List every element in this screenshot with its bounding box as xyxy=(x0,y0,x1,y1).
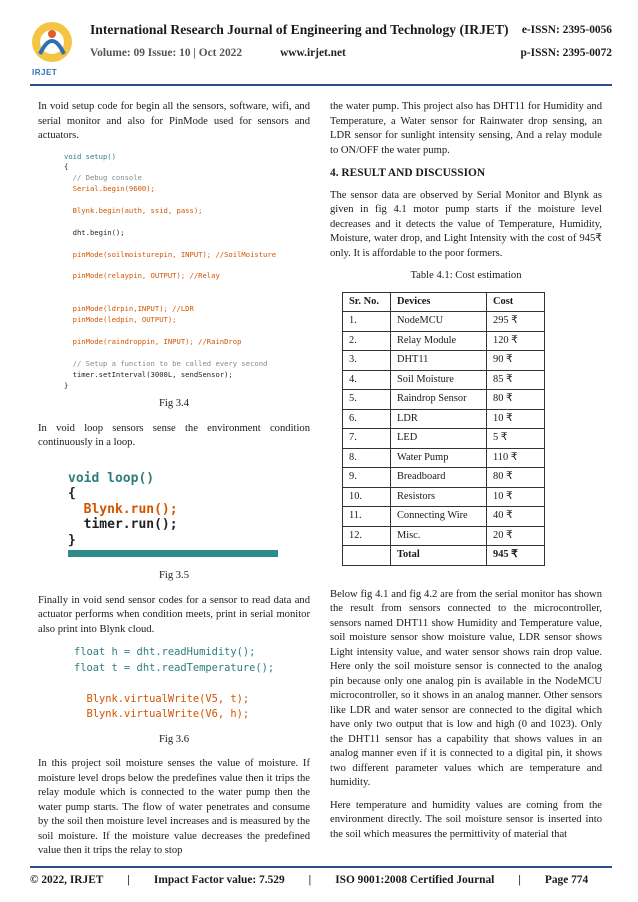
table-cell: 5 ₹ xyxy=(487,429,545,449)
cost-table xyxy=(342,292,545,566)
table-row xyxy=(343,351,545,371)
code-line: // Setup a function to be called every second xyxy=(64,358,268,368)
table-cell: 11. xyxy=(343,507,391,527)
page-header xyxy=(30,14,612,76)
figure-caption: Fig 3.5 xyxy=(158,570,190,582)
paragraph-soil: In this project soil moisture senses the value of moisture. If moisture level drops below the predefines value then it trips the relay module which is connected to the water pump then the water pump starts. The flow of water penetrates and consume by the soil then moisture level increases and is measured by the soil moisture. If the moisture value decreases the predefined value then it trips the relay to stop xyxy=(38,758,310,857)
footer-impact: Impact Factor value: 7.529 xyxy=(153,874,285,886)
code-line: Serial.begin(9600); xyxy=(64,184,155,194)
table-cell: 295 ₹ xyxy=(487,312,545,332)
paragraph-environment: Here temperature and humidity values are coming from the environment directly. The soil moisture sensor is inserted into the soil which measures the permittivity of material that xyxy=(330,799,602,840)
paragraph-setup-intro: In void setup code for begin all the sensors, software, wifi, and serial monitor and also for PinMode used for sensors and actuators. xyxy=(38,101,310,141)
table-cell: 110 ₹ xyxy=(487,448,545,468)
code-line: Blynk.virtualWrite(V5, t); xyxy=(74,692,250,705)
code-line: float t = dht.readTemperature(); xyxy=(74,661,275,674)
table-cell: 80 ₹ xyxy=(487,468,545,488)
code-line: dht.begin(); xyxy=(64,227,125,237)
table-cell: Water Pump xyxy=(391,448,487,468)
right-column xyxy=(330,100,602,850)
figure-loop-code xyxy=(68,471,278,558)
code-line: pinMode(soilmoisturepin, INPUT); //SoilMoisture xyxy=(64,249,277,259)
code-line: pinMode(ledpin, OUTPUT); xyxy=(64,315,177,325)
code-line: } xyxy=(68,532,76,548)
footer-separator: | xyxy=(127,874,130,886)
figure-setup-code xyxy=(64,152,310,392)
table-cell: LED xyxy=(391,429,487,449)
table-total-label: Total xyxy=(391,546,487,566)
paragraph-result: The sensor data are observed by Serial Monitor and Blynk as given in fig 4.1 motor pump starts if the moisture level decreases and it detects the value of Temperature, Humidity, Moisture, water drop, and Light Intensity with the cost of 945₹ only. It is affordable to the poor formers. xyxy=(330,189,602,259)
footer-iso: ISO 9001:2008 Certified Journal xyxy=(335,874,495,886)
code-line: } xyxy=(64,380,69,390)
table-cell: 3. xyxy=(343,351,391,371)
table-cell: 80 ₹ xyxy=(487,390,545,410)
table-row xyxy=(343,468,545,488)
code-line: timer.setInterval(3000L, sendSensor); xyxy=(64,369,233,379)
table-cell: 1. xyxy=(343,312,391,332)
table-cell: 9. xyxy=(343,468,391,488)
table-cell: 12. xyxy=(343,526,391,546)
code-line: pinMode(ldrpin,INPUT); //LDR xyxy=(64,304,194,314)
figure-caption: Fig 3.4 xyxy=(158,398,190,410)
table-cell: DHT11 xyxy=(391,351,487,371)
code-line: pinMode(raindroppin, INPUT); //RainDrop xyxy=(64,336,242,346)
logo-text: IRJET xyxy=(32,68,58,77)
table-row xyxy=(343,507,545,527)
table-cell: 10 ₹ xyxy=(487,409,545,429)
table-row xyxy=(343,331,545,351)
footer-rule xyxy=(30,866,612,868)
loop-code-block xyxy=(68,471,278,549)
code-line: { xyxy=(64,162,69,172)
page-footer xyxy=(30,874,612,886)
code-line: Blynk.begin(auth, ssid, pass); xyxy=(64,206,203,216)
table-total-row xyxy=(343,546,545,566)
paragraph-monitor: Below fig 4.1 and fig 4.2 are from the serial monitor has shown the result from sensors connected to the microcontroller, sensors named DHT11 show Humidity and Temperature value, soil moisture sensor show moisture value, LDR sensor shows Light intensity value, and water sensor shows rain drop value. Here only the soil moisture sensor is connected to the analog pin because only one analog pin is available in the NodeMCU microcontroller, so it shows in an analog manner. Other sensors like LDR and water sensor are connected to the digital which have only two output that is low and high (0 and 1023). Only the DHT11 sensor has a capability that shows values in an analog manner even if it is connected to a digital pin, it shows two different parameter values which are temperature and humidity. xyxy=(330,588,602,788)
left-column xyxy=(38,100,310,867)
table-cell: Misc. xyxy=(391,526,487,546)
table-header-row xyxy=(343,292,545,312)
table-cell: Raindrop Sensor xyxy=(391,390,487,410)
table-row xyxy=(343,409,545,429)
paragraph-send: Finally in void send sensor codes for a sensor to read data and actuator performs when condition meets, print in serial monitor also print into Blynk cloud. xyxy=(38,594,310,635)
table-row xyxy=(343,429,545,449)
table-cell: Breadboard xyxy=(391,468,487,488)
header-rule xyxy=(30,84,612,86)
table-cell: 4. xyxy=(343,370,391,390)
table-row xyxy=(343,526,545,546)
table-cell: 40 ₹ xyxy=(487,507,545,527)
table-row xyxy=(343,487,545,507)
table-cell: Connecting Wire xyxy=(391,507,487,527)
p-issn: p-ISSN: 2395-0072 xyxy=(520,47,612,59)
paragraph-pump: the water pump. This project also has DHT11 for Humidity and Temperature, a Water sensor for Rainwater drop sensing, an LDR sensor for sunlight intensity sensing, And a relay module to ON/OFF the water pump. xyxy=(330,101,602,156)
code-line: float h = dht.readHumidity(); xyxy=(74,646,256,659)
figure-send-code xyxy=(74,645,310,723)
irjet-logo-icon xyxy=(30,20,74,66)
volume-issue: Volume: 09 Issue: 10 | Oct 2022 xyxy=(90,47,243,59)
table-header: Cost xyxy=(487,292,545,312)
table-cell: 6. xyxy=(343,409,391,429)
table-row xyxy=(343,448,545,468)
table-cell: Soil Moisture xyxy=(391,370,487,390)
code-line: pinMode(relaypin, OUTPUT); //Relay xyxy=(64,271,220,281)
table-row xyxy=(343,312,545,332)
table-cell: 5. xyxy=(343,390,391,410)
journal-url[interactable]: www.irjet.net xyxy=(280,47,346,59)
table-cell: 10. xyxy=(343,487,391,507)
journal-title: International Research Journal of Engineering and Technology (IRJET) xyxy=(90,22,509,37)
code-line: void setup() xyxy=(64,151,116,161)
code-line: Blynk.virtualWrite(V6, h); xyxy=(74,708,250,721)
footer-copyright: © 2022, IRJET xyxy=(30,874,104,886)
table-cell: 8. xyxy=(343,448,391,468)
table-cell xyxy=(343,546,391,566)
table-cell: NodeMCU xyxy=(391,312,487,332)
table-cell: 85 ₹ xyxy=(487,370,545,390)
code-line: timer.run(); xyxy=(68,517,178,533)
table-cell: Resistors xyxy=(391,487,487,507)
figure-caption: Fig 3.6 xyxy=(158,733,190,745)
table-cell: 7. xyxy=(343,429,391,449)
table-cell: LDR xyxy=(391,409,487,429)
code-line: { xyxy=(68,486,76,502)
table-row xyxy=(343,370,545,390)
table-caption: Table 4.1: Cost estimation xyxy=(410,270,522,281)
paragraph-loop: In void loop sensors sense the environment condition continuously in a loop. xyxy=(38,422,310,449)
volume-line xyxy=(90,47,346,59)
table-cell: 120 ₹ xyxy=(487,331,545,351)
table-row xyxy=(343,390,545,410)
code-line: void loop() xyxy=(68,470,155,486)
e-issn: e-ISSN: 2395-0056 xyxy=(521,24,612,36)
table-header: Devices xyxy=(391,292,487,312)
footer-separator: | xyxy=(308,874,312,886)
table-cell: 90 ₹ xyxy=(487,351,545,371)
code-line: // Debug console xyxy=(64,173,142,183)
footer-page: Page 774 xyxy=(544,874,589,886)
code-line: Blynk.run(); xyxy=(68,501,178,517)
table-total-value: 945 ₹ xyxy=(487,546,545,566)
table-header: Sr. No. xyxy=(343,292,391,312)
footer-separator: | xyxy=(518,874,521,886)
table-cell: 20 ₹ xyxy=(487,526,545,546)
section-heading: 4. RESULT AND DISCUSSION xyxy=(330,167,486,179)
code-scrollbar xyxy=(68,550,278,557)
table-cell: 2. xyxy=(343,331,391,351)
table-cell: Relay Module xyxy=(391,331,487,351)
table-cell: 10 ₹ xyxy=(487,487,545,507)
